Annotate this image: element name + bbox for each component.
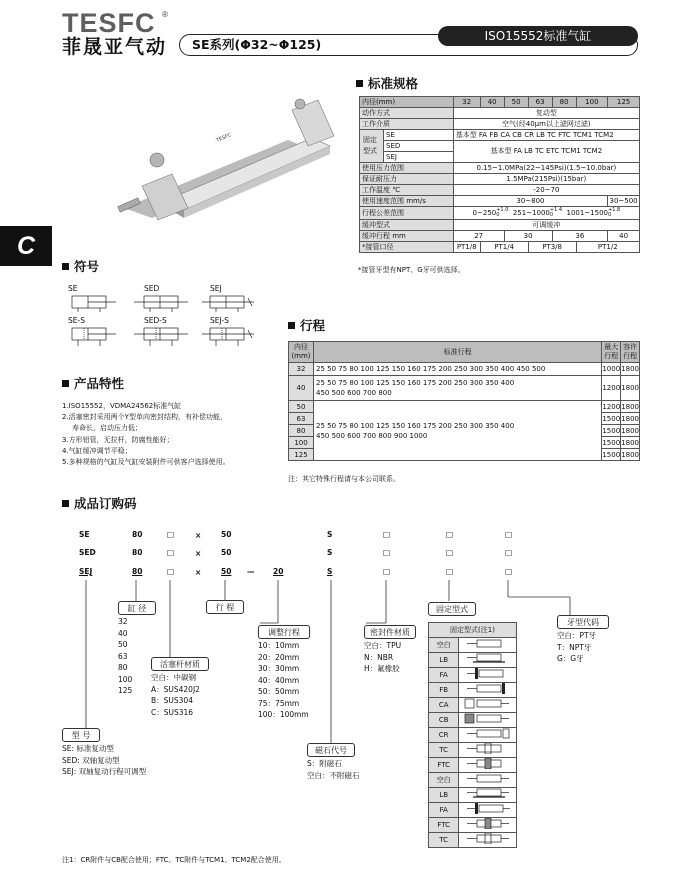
bore-50: 50 xyxy=(504,97,528,108)
code-thread: □ xyxy=(505,548,513,557)
mount-double-rod-flange-icon xyxy=(463,803,513,814)
spec-note: *接管牙型有NPT、G牙可供选择。 xyxy=(358,266,465,274)
spec-tolerance xyxy=(453,207,639,220)
bore-32: 32 xyxy=(453,97,480,108)
stroke-bore: 63 xyxy=(289,413,314,425)
bore-40: 40 xyxy=(480,97,504,108)
mount-drawing xyxy=(459,667,517,682)
feature-item: 3.方形铝管，无拉杆，防腐性能好； xyxy=(62,435,174,444)
tol-sup: +1.8 xyxy=(608,207,621,213)
spec-header-bore: 内径(mm) xyxy=(360,97,454,108)
code-adjust: 20 xyxy=(273,567,284,576)
label-bore: 缸 径 xyxy=(118,601,156,615)
mount-table xyxy=(428,622,517,848)
model-option: SEJ: 双轴复动行程可调型 xyxy=(62,767,147,776)
symbol-label: SEJ-S xyxy=(210,316,229,325)
seal-option: H：氟橡胶 xyxy=(364,664,400,673)
mount-code: FTC xyxy=(429,817,459,832)
mount-double-rod-trunnion-icon xyxy=(463,833,513,844)
mount-clevis-bracket-icon xyxy=(463,728,513,739)
thread-list xyxy=(557,630,596,665)
adjust-option: 100：100mm xyxy=(258,710,309,719)
label-mount-type: 固定型式 xyxy=(428,602,476,616)
stroke-bore: 80 xyxy=(289,425,314,437)
bore-option: 125 xyxy=(118,686,133,695)
mount-drawing xyxy=(459,727,517,742)
thread-option: 空白：PT牙 xyxy=(557,631,597,640)
stroke-max: 1000 xyxy=(602,363,621,376)
mount-double-rod-trunnion-bracket-icon xyxy=(463,818,513,829)
mount-code: 空白 xyxy=(429,637,459,652)
mount-front-flange-icon xyxy=(463,668,513,679)
symbol-label: SE xyxy=(68,284,78,293)
bore-63: 63 xyxy=(528,97,552,108)
code-mount: □ xyxy=(446,530,454,539)
rod-option: A：SUS420J2 xyxy=(151,684,200,694)
mount-double-rod-icon xyxy=(463,773,513,784)
stroke-header-bore: 内径(mm) xyxy=(289,342,314,363)
model-option: SE: 标准复动型 xyxy=(62,744,114,753)
spec-value: -20~70 xyxy=(453,185,639,196)
mount-drawing xyxy=(459,682,517,697)
mount-drawing xyxy=(459,772,517,787)
section-title-spec: 标准规格 xyxy=(356,77,418,91)
code-times: × xyxy=(195,549,202,558)
rod-option: C：SUS316 xyxy=(151,707,194,717)
mount-drawing xyxy=(459,697,517,712)
code-magnet: S xyxy=(327,567,333,576)
port-value: PT1/2 xyxy=(576,242,639,253)
tol-range-a: 0~250 xyxy=(472,209,497,217)
feature-item: 1.ISO15552，VDMA24562标准气缸 xyxy=(62,402,182,410)
stroke-bore: 125 xyxy=(289,449,314,461)
mount-drawing xyxy=(459,787,517,802)
stroke-max: 1500 xyxy=(602,450,621,459)
adjust-option: 10：10mm xyxy=(258,641,300,650)
spec-mount-cell xyxy=(360,130,454,163)
cylinder-product-image xyxy=(112,90,337,230)
spec-label: 工作温度 ℃ xyxy=(360,185,454,196)
thread-option: G：G牙 xyxy=(557,654,584,663)
mount-code: 空白 xyxy=(429,772,459,787)
spec-value: 30~800 xyxy=(453,196,607,207)
features-list xyxy=(62,401,282,468)
brand-chinese-name: 菲晟亚气动 xyxy=(62,36,168,58)
side-chapter-tab: C xyxy=(0,226,52,266)
stroke-std-line: 25 50 75 80 100 125 150 160 175 200 250 300 350 400 xyxy=(316,379,515,387)
adjust-option: 30：30mm xyxy=(258,664,300,673)
stroke-bore: 40 xyxy=(289,376,314,401)
spec-label: 行程公差范围 xyxy=(360,207,454,220)
cushion-stroke-value: 27 xyxy=(453,231,504,242)
section-title-features: 产品特性 xyxy=(62,377,124,391)
spec-label: *接管口径 xyxy=(360,242,454,253)
section-title-order: 成品订购码 xyxy=(62,497,137,511)
mount-code: LB xyxy=(429,787,459,802)
magnet-option: 空白：不附磁石 xyxy=(307,770,360,780)
cushion-stroke-value: 40 xyxy=(608,231,640,242)
label-thread-code: 牙型代码 xyxy=(557,615,609,629)
bore-option: 50 xyxy=(118,640,128,649)
spec-value: 可调缓冲 xyxy=(453,220,639,231)
rod-option: 空白：中碳钢 xyxy=(151,673,196,682)
code-stroke: 50 xyxy=(221,548,232,557)
stroke-bore: 50 xyxy=(289,401,314,413)
symbol-diagrams xyxy=(62,292,262,350)
bore-80: 80 xyxy=(552,97,576,108)
code-times: × xyxy=(195,531,202,540)
label-model: 型 号 xyxy=(62,728,100,742)
stroke-allow: 1800 xyxy=(621,414,639,423)
mount-code: TC xyxy=(429,832,459,847)
code-seal: □ xyxy=(383,567,391,576)
mount-drawing xyxy=(459,742,517,757)
port-value: PT1/4 xyxy=(480,242,528,253)
spec-value: 0.15~1.0MPa(22~145Psi)(1.5~10.0bar) xyxy=(453,163,639,174)
stroke-header-allow: 容许行程 xyxy=(621,342,640,363)
stroke-note: 注：其它特殊行程请与本公司联系。 xyxy=(288,475,400,483)
feature-item: 5.多种规格的气缸及气缸安装附件可供客户选择使用。 xyxy=(62,458,230,467)
stroke-allow: 1800 xyxy=(621,438,639,447)
adjust-option: 20：20mm xyxy=(258,652,300,662)
footnote: 注1：CR附件与CB配合使用；FTC、TC附件与TCM1、TCM2配合使用。 xyxy=(62,856,286,864)
code-times: × xyxy=(195,568,202,577)
label-adjust-stroke: 调整行程 xyxy=(258,625,310,639)
code-model: SED xyxy=(79,548,96,557)
spec-label: 工作介质 xyxy=(360,119,454,130)
code-bore: 80 xyxy=(132,548,143,557)
tol-range-b: 251~1000 xyxy=(512,209,550,217)
mount-code: FA xyxy=(429,802,459,817)
mount-trunnion-icon xyxy=(463,743,513,754)
stroke-allow: 1800 xyxy=(621,376,640,401)
code-bore: 80 xyxy=(132,567,143,576)
section-title-symbol: 符号 xyxy=(62,260,99,274)
stroke-max: 1500 xyxy=(602,426,621,435)
seal-option: 空白：TPU xyxy=(364,641,402,650)
spec-mount-se: SE xyxy=(384,130,453,141)
tol-sup: +1.0 xyxy=(496,207,509,213)
feature-item: 2.活塞密封采用两个Y型单向密封结构，有补偿功能， xyxy=(62,413,227,422)
mount-foot-icon xyxy=(463,653,513,664)
stroke-allow: 1800 xyxy=(621,363,640,376)
code-bore: 80 xyxy=(132,530,143,539)
code-mount: □ xyxy=(446,548,454,557)
code-rod: □ xyxy=(167,567,175,576)
mount-code: TC xyxy=(429,742,459,757)
mount-table-title: 固定型式(注1) xyxy=(429,623,517,638)
code-seal: □ xyxy=(383,530,391,539)
tol-sub: 0 xyxy=(549,212,554,218)
rod-list xyxy=(151,672,200,718)
feature-item: 4.气缸缓冲调节平稳； xyxy=(62,446,132,455)
bore-option: 63 xyxy=(118,651,128,661)
spec-value: 30~500 xyxy=(609,197,638,205)
spec-label: 使用压力范围 xyxy=(360,163,454,174)
code-rod: □ xyxy=(167,530,175,539)
mount-drawing xyxy=(459,637,517,652)
registered-mark: ® xyxy=(161,10,169,19)
spec-label: 固定型式 xyxy=(360,130,384,162)
stroke-std xyxy=(314,376,602,401)
stroke-std-group xyxy=(314,401,602,461)
stroke-max: 1200 xyxy=(602,402,621,411)
mount-drawing xyxy=(459,712,517,727)
code-stroke: 50 xyxy=(221,530,232,539)
bore-option: 80 xyxy=(118,663,128,672)
stroke-allow: 1800 xyxy=(621,402,639,411)
label-magnet: 磁石代号 xyxy=(307,743,355,757)
spec-value: 复动型 xyxy=(453,108,639,119)
seal-option: N：NBR xyxy=(364,652,394,662)
code-model: SEJ xyxy=(79,567,93,576)
code-magnet: S xyxy=(327,530,333,539)
tol-sup: +1.4 xyxy=(549,207,563,213)
mount-code: CB xyxy=(429,712,459,727)
adjust-option: 75：75mm xyxy=(258,698,300,708)
code-thread: □ xyxy=(505,530,513,539)
stroke-max: 1500 xyxy=(602,438,621,447)
stroke-allow: 1800 xyxy=(621,426,639,435)
tol-range-c: 1001~1500 xyxy=(566,209,608,217)
label-stroke: 行 程 xyxy=(206,600,244,614)
tol-sub: 0 xyxy=(496,212,500,218)
seal-list xyxy=(364,640,401,675)
mount-double-rod-foot-icon xyxy=(463,788,513,799)
mount-code: CA xyxy=(429,697,459,712)
magnet-option: S：附磁石 xyxy=(307,759,342,768)
adjust-option: 40：40mm xyxy=(258,675,300,685)
stroke-max: 1200 xyxy=(602,376,621,401)
stroke-bore: 32 xyxy=(289,363,314,376)
stroke-bore: 100 xyxy=(289,437,314,449)
cushion-stroke-value: 36 xyxy=(552,231,608,242)
bore-option: 32 xyxy=(118,617,128,626)
tol-sub: 0 xyxy=(608,212,612,218)
code-dash: — xyxy=(247,567,255,576)
code-rod: □ xyxy=(167,548,175,557)
spec-label: 缓冲型式 xyxy=(360,220,454,231)
stroke-header-max: 最大行程 xyxy=(602,342,621,363)
symbol-label: SEJ xyxy=(210,284,222,293)
product-tab: ISO15552标准气缸 xyxy=(438,26,638,46)
series-title: SE系列(Φ32~Φ125) xyxy=(192,37,322,52)
rod-option: B：SUS304 xyxy=(151,696,193,705)
feature-item: 寿命长，启动压力低； xyxy=(72,424,142,433)
spec-mount-values xyxy=(453,130,639,163)
code-stroke: 50 xyxy=(221,567,232,576)
bore-option: 100 xyxy=(118,674,133,684)
magnet-list xyxy=(307,758,360,781)
mount-drawing xyxy=(459,652,517,667)
adjust-option: 50：50mm xyxy=(258,687,300,696)
code-mount: □ xyxy=(446,567,454,576)
mount-drawing xyxy=(459,832,517,847)
label-rod-material: 活塞杆材质 xyxy=(151,657,209,671)
spec-label: 保证耐压力 xyxy=(360,174,454,185)
spec-table xyxy=(359,96,640,253)
mount-drawing xyxy=(459,817,517,832)
mount-basic-icon xyxy=(463,638,513,649)
stroke-std-line: 450 500 600 700 800 xyxy=(316,389,392,397)
mount-code: FA xyxy=(429,667,459,682)
label-seal-material: 密封件材质 xyxy=(364,625,416,639)
mount-code: CR xyxy=(429,727,459,742)
code-model: SE xyxy=(79,530,90,539)
spec-mount-sed: SED xyxy=(384,141,453,152)
spec-label: 使用速度范围 mm/s xyxy=(360,196,454,207)
spec-label: 缓冲行程 mm xyxy=(360,231,454,242)
bore-option: 40 xyxy=(118,628,128,638)
spec-value: 1.5MPa(215Psi)(15bar) xyxy=(453,174,639,185)
thread-option: T：NPT牙 xyxy=(557,642,592,652)
symbol-label: SED-S xyxy=(144,316,167,325)
bore-125: 125 xyxy=(608,97,640,108)
cushion-stroke-value: 30 xyxy=(504,231,552,242)
bore-100: 100 xyxy=(576,97,608,108)
stroke-std: 25 50 75 80 100 125 150 160 175 200 250 300 350 400 450 500 xyxy=(314,363,602,376)
mount-rear-flange-icon xyxy=(463,683,513,694)
mount-code: FB xyxy=(429,682,459,697)
stroke-header-std: 标准行程 xyxy=(314,342,602,363)
spec-mount-sej: SEJ xyxy=(384,152,453,162)
stroke-allow: 1800 xyxy=(621,450,639,459)
symbol-label: SE-S xyxy=(68,316,85,325)
model-list xyxy=(62,743,146,778)
code-thread: □ xyxy=(505,567,513,576)
adjust-list xyxy=(258,640,309,721)
mount-trunnion-bracket-icon xyxy=(463,758,513,769)
mount-code: FTC xyxy=(429,757,459,772)
mount-clevis-icon xyxy=(463,698,513,709)
brand-logo: TESFC xyxy=(62,8,156,38)
section-title-stroke: 行程 xyxy=(288,319,325,333)
symbol-label: SED xyxy=(144,284,160,293)
port-value: PT3/8 xyxy=(528,242,576,253)
code-seal: □ xyxy=(383,548,391,557)
spec-label: 动作方式 xyxy=(360,108,454,119)
code-magnet: S xyxy=(327,548,333,557)
spec-value: 基本型 FA FB CA CB CR LB TC FTC TCM1 TCM2 xyxy=(454,130,639,141)
stroke-std-line: 450 500 600 700 800 900 1000 xyxy=(316,431,428,440)
stroke-std-line: 25 50 75 80 100 125 150 160 175 200 250 300 350 400 xyxy=(316,421,515,430)
mount-drawing xyxy=(459,757,517,772)
product-label: TESFC xyxy=(215,132,233,144)
mount-drawing xyxy=(459,802,517,817)
stroke-table xyxy=(288,341,640,461)
port-value: PT1/8 xyxy=(453,242,480,253)
mount-double-clevis-icon xyxy=(463,713,513,724)
stroke-max: 1500 xyxy=(602,414,621,423)
model-option: SED: 双轴复动型 xyxy=(62,755,120,765)
spec-value: 基本型 FA LB TC ETC TCM1 TCM2 xyxy=(490,147,603,155)
spec-value: 空气(经40μm以上滤网过滤) xyxy=(453,119,639,130)
mount-code: LB xyxy=(429,652,459,667)
bore-list xyxy=(118,616,132,697)
